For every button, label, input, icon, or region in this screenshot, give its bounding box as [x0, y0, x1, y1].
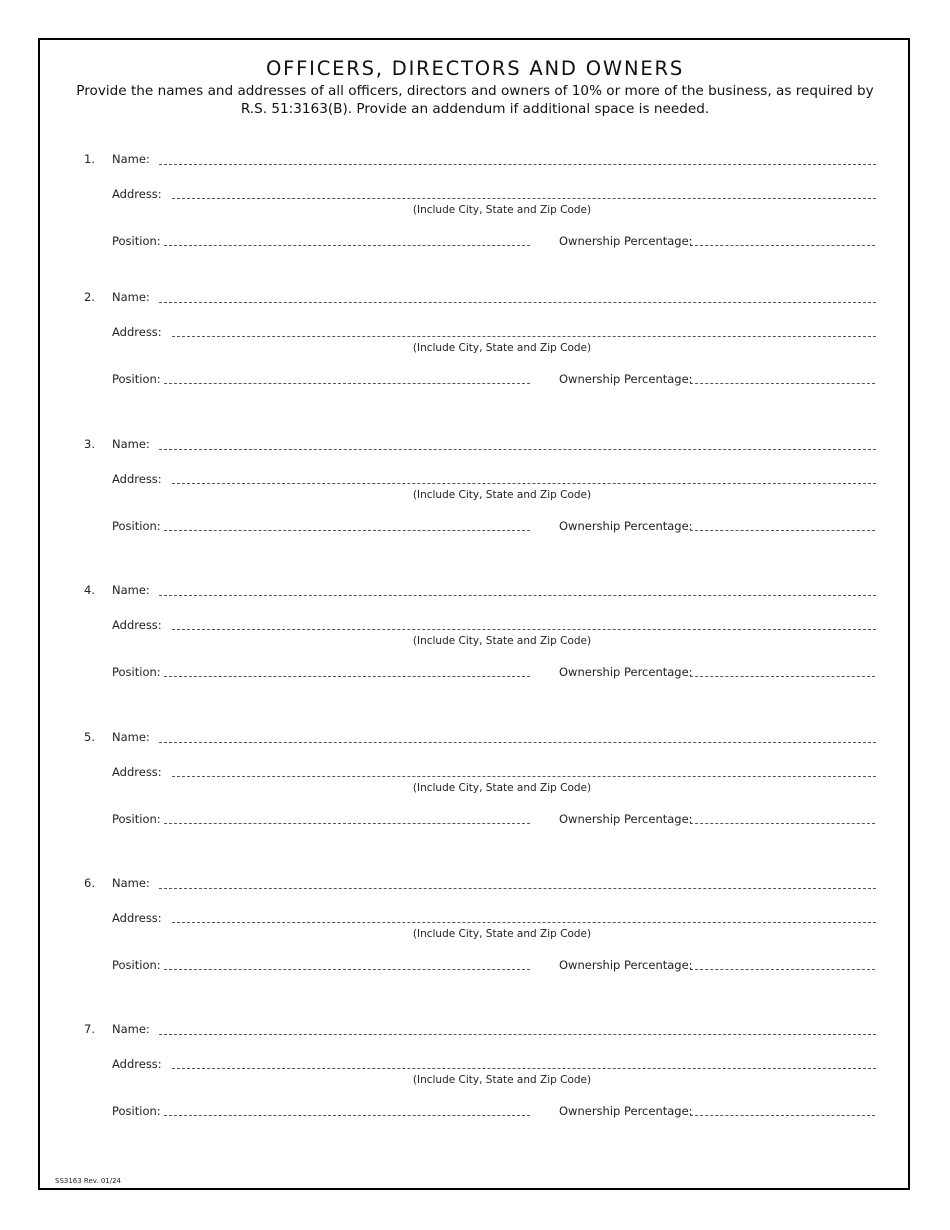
- entry-number: 1.: [84, 152, 95, 166]
- entry-number: 6.: [84, 876, 95, 890]
- address-label: Address:: [112, 765, 162, 779]
- position-line[interactable]: [164, 383, 530, 384]
- officer-entry: [0, 872, 950, 992]
- position-line[interactable]: [164, 676, 530, 677]
- position-label: Position:: [112, 958, 161, 972]
- officer-entry: [0, 726, 950, 846]
- ownership-percentage-line[interactable]: [690, 383, 875, 384]
- address-line[interactable]: [172, 336, 876, 337]
- name-label: Name:: [112, 730, 150, 744]
- ownership-percentage-line[interactable]: [690, 676, 875, 677]
- address-line[interactable]: [172, 483, 876, 484]
- address-hint: (Include City, State and Zip Code): [412, 635, 592, 647]
- address-hint: (Include City, State and Zip Code): [412, 1074, 592, 1086]
- ownership-percentage-label: Ownership Percentage:: [559, 665, 693, 679]
- ownership-percentage-line[interactable]: [690, 245, 875, 246]
- name-label: Name:: [112, 876, 150, 890]
- ownership-percentage-line[interactable]: [690, 1115, 875, 1116]
- entry-number: 3.: [84, 437, 95, 451]
- name-label: Name:: [112, 1022, 150, 1036]
- officer-entry: [0, 286, 950, 406]
- form-instructions: Provide the names and addresses of all officers, directors and owners of 10% or more of the business, as required by R.S. 51:3163(B). Provide an addendum if additional space is needed.: [76, 83, 874, 117]
- name-line[interactable]: [159, 742, 876, 743]
- name-label: Name:: [112, 152, 150, 166]
- position-label: Position:: [112, 234, 161, 248]
- position-line[interactable]: [164, 823, 530, 824]
- officer-entry: [0, 579, 950, 699]
- officer-entry: [0, 1018, 950, 1138]
- ownership-percentage-label: Ownership Percentage:: [559, 519, 693, 533]
- ownership-percentage-line[interactable]: [690, 823, 875, 824]
- ownership-percentage-label: Ownership Percentage:: [559, 1104, 693, 1118]
- address-label: Address:: [112, 187, 162, 201]
- address-label: Address:: [112, 472, 162, 486]
- address-label: Address:: [112, 618, 162, 632]
- ownership-percentage-label: Ownership Percentage:: [559, 234, 693, 248]
- address-line[interactable]: [172, 776, 876, 777]
- ownership-percentage-label: Ownership Percentage:: [559, 372, 693, 386]
- name-line[interactable]: [159, 164, 876, 165]
- position-label: Position:: [112, 1104, 161, 1118]
- name-line[interactable]: [159, 595, 876, 596]
- name-label: Name:: [112, 290, 150, 304]
- position-line[interactable]: [164, 969, 530, 970]
- position-label: Position:: [112, 519, 161, 533]
- position-line[interactable]: [164, 530, 530, 531]
- form-title: OFFICERS, DIRECTORS AND OWNERS: [265, 57, 685, 80]
- ownership-percentage-label: Ownership Percentage:: [559, 958, 693, 972]
- address-line[interactable]: [172, 922, 876, 923]
- entry-number: 5.: [84, 730, 95, 744]
- officer-entry: [0, 148, 950, 268]
- position-line[interactable]: [164, 245, 530, 246]
- address-hint: (Include City, State and Zip Code): [412, 342, 592, 354]
- name-line[interactable]: [159, 449, 876, 450]
- address-hint: (Include City, State and Zip Code): [412, 928, 592, 940]
- ownership-percentage-line[interactable]: [690, 530, 875, 531]
- form-revision-code: SS3163 Rev. 01/24: [55, 1177, 122, 1185]
- position-label: Position:: [112, 812, 161, 826]
- address-hint: (Include City, State and Zip Code): [412, 204, 592, 216]
- address-hint: (Include City, State and Zip Code): [412, 782, 592, 794]
- officer-entry: [0, 433, 950, 553]
- ownership-percentage-line[interactable]: [690, 969, 875, 970]
- address-label: Address:: [112, 911, 162, 925]
- entry-number: 4.: [84, 583, 95, 597]
- address-line[interactable]: [172, 1068, 876, 1069]
- address-hint: (Include City, State and Zip Code): [412, 489, 592, 501]
- entry-number: 7.: [84, 1022, 95, 1036]
- address-label: Address:: [112, 1057, 162, 1071]
- ownership-percentage-label: Ownership Percentage:: [559, 812, 693, 826]
- entry-number: 2.: [84, 290, 95, 304]
- position-label: Position:: [112, 372, 161, 386]
- address-line[interactable]: [172, 198, 876, 199]
- name-line[interactable]: [159, 1034, 876, 1035]
- address-label: Address:: [112, 325, 162, 339]
- address-line[interactable]: [172, 629, 876, 630]
- position-label: Position:: [112, 665, 161, 679]
- name-line[interactable]: [159, 302, 876, 303]
- name-label: Name:: [112, 437, 150, 451]
- name-label: Name:: [112, 583, 150, 597]
- name-line[interactable]: [159, 888, 876, 889]
- position-line[interactable]: [164, 1115, 530, 1116]
